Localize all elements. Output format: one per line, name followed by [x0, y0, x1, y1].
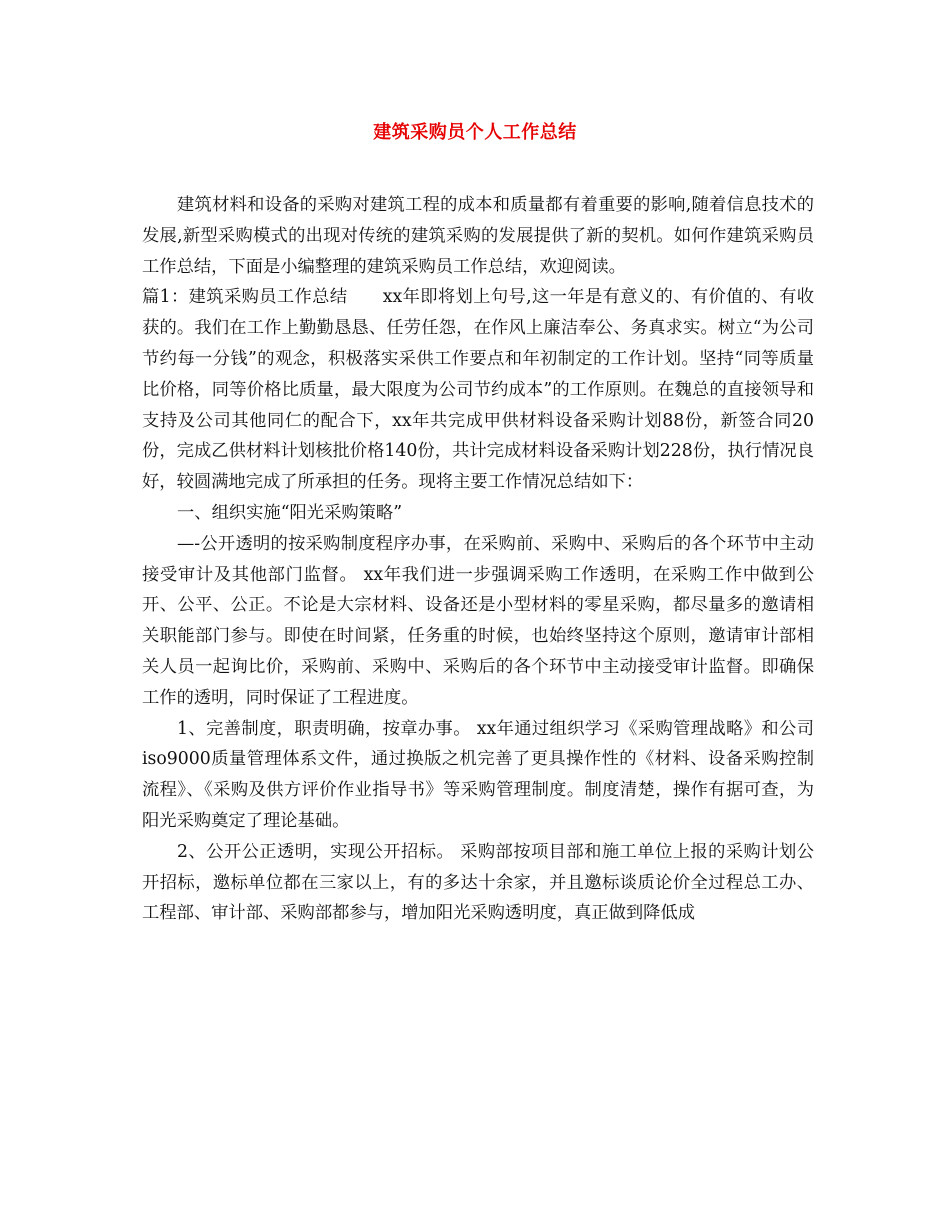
document-title: 建筑采购员个人工作总结 [373, 122, 577, 143]
paragraph-section-1: 篇1：建筑采购员工作总结 xx年即将划上句号,这一年是有意义的、有价值的、有收获的。我们在工作上勤勤恳恳、任劳任怨，在作风上廉洁奉公、务真求实。树立“为公司节约每一分钱”的观念，积极落实采供工作要点和年初制定的工作计划。坚持“同等质量比价格，同等价格比质量，最大限度为公司节约成本”的工作原则。在魏总的直接领导和支持及公司其他同仁的配合下，xx年共完成甲供材料设备采购计划88份，新签合同20份，完成乙供材料计划核批价格140份，共计完成材料设备采购计划228份，执行情况良好，较圆满地完成了所承担的任务。现将主要工作情况总结如下： [142, 287, 814, 493]
document-body [142, 190, 814, 929]
paragraph-transparency: —-公开透明的按采购制度程序办事，在采购前、采购中、采购后的各个环节中主动接受审计及其他部门监督。 xx年我们进一步强调采购工作透明，在采购工作中做到公开、公平、公正。不论是大宗材料、设备还是小型材料的零星采购，都尽量多的邀请相关职能部门参与。即使在时间紧，任务重的时候，也始终坚持这个原则，邀请审计部相关人员一起询比价，采购前、采购中、采购后的各个环节中主动接受审计监督。即确保工作的透明，同时保证了工程进度。 [142, 533, 814, 708]
paragraph-item-1: 1、完善制度，职责明确，按章办事。 xx年通过组织学习《采购管理战略》和公司iso9000质量管理体系文件，通过换版之机完善了更具操作性的《材料、设备采购控制流程》、《采购及供方评价作业指导书》等采购管理制度。制度清楚，操作有据可查，为阳光采购奠定了理论基础。 [142, 718, 814, 831]
paragraph-intro: 建筑材料和设备的采购对建筑工程的成本和质量都有着重要的影响,随着信息技术的发展,新型采购模式的出现对传统的建筑采购的发展提供了新的契机。如何作建筑采购员工作总结，下面是小编整理的建筑采购员工作总结，欢迎阅读。 [142, 195, 814, 277]
paragraph-heading-sunshine: 一、组织实施“阳光采购策略” [177, 502, 403, 523]
paragraph-item-2: 2、公开公正透明，实现公开招标。 采购部按项目部和施工单位上报的采购计划公开招标，邀标单位都在三家以上，有的多达十余家，并且邀标谈质论价全过程总工办、工程部、审计部、采购部都参与，增加阳光采购透明度，真正做到降低成 [142, 841, 814, 924]
